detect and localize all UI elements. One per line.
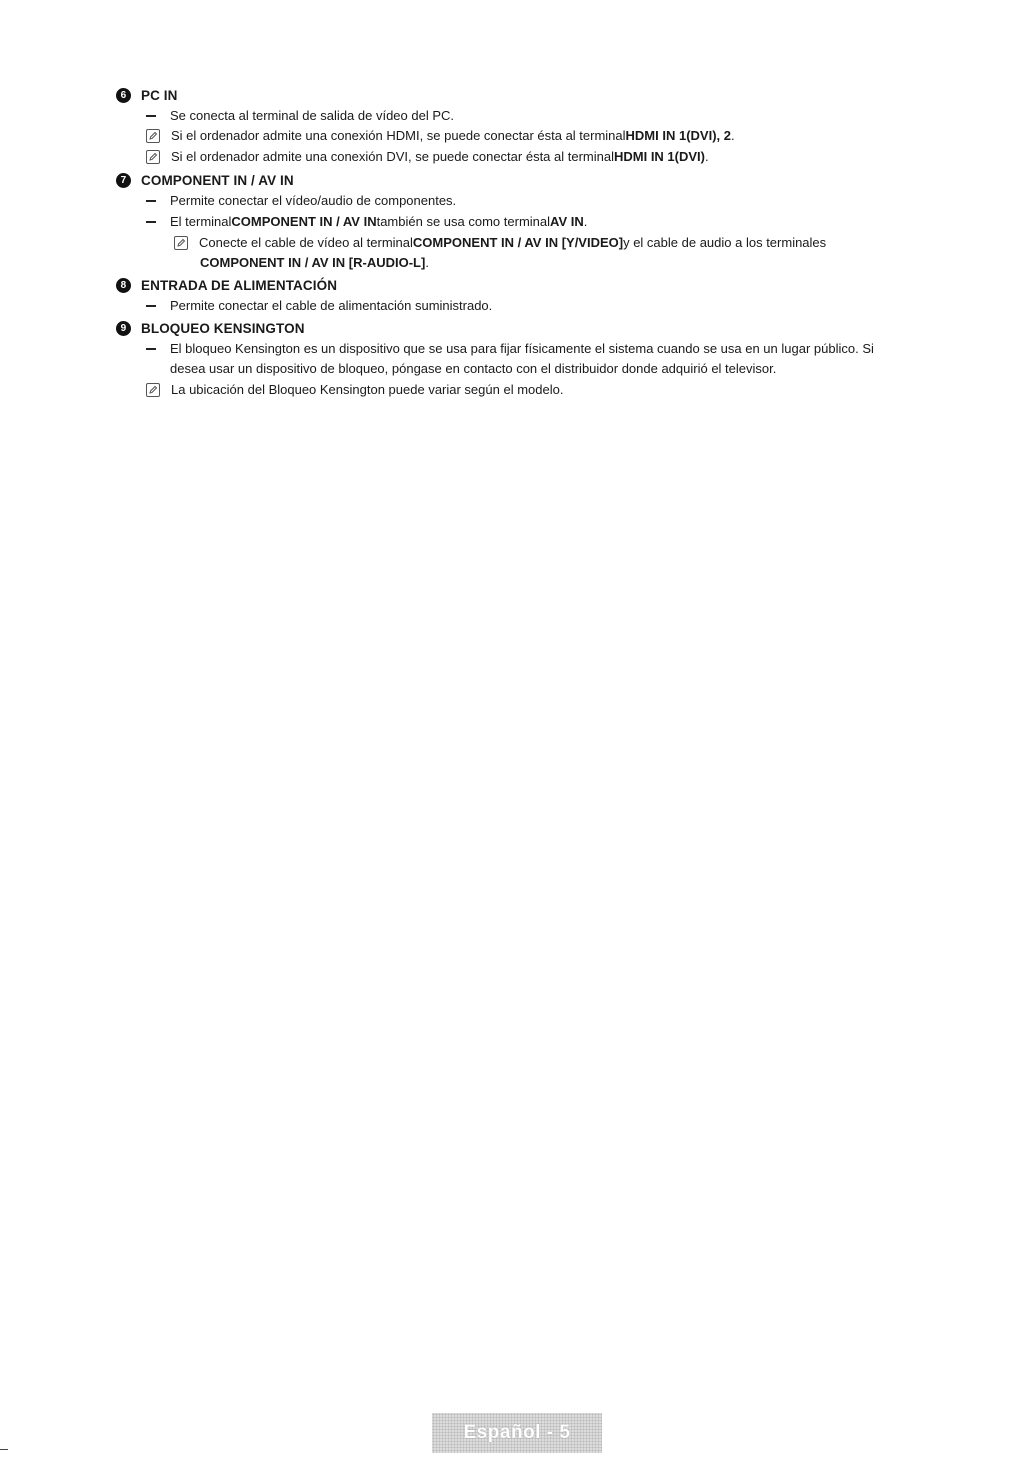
line-bold: COMPONENT IN / AV IN [R-AUDIO-L] [200,255,426,270]
dash-icon [146,115,156,117]
section-heading [116,85,178,105]
section-title: ENTRADA DE ALIMENTACIÓN [141,277,338,293]
line-text: El bloqueo Kensington es un dispositivo que se usa para fijar físicamente el sistema cuando se usa en un lugar público. Si [170,341,874,356]
note-pencil-icon [146,129,160,143]
dash-icon [146,305,156,307]
line-text: La ubicación del Bloqueo Kensington puede variar según el modelo. [171,382,564,397]
line-text: . [731,128,735,143]
section-title: BLOQUEO KENSINGTON [141,320,305,336]
bullet-line [146,296,492,316]
page-number-label: Español - 5 [463,1422,571,1443]
section-heading [116,318,305,338]
number-badge: 8 [116,278,131,293]
line-bold: AV IN [550,214,584,229]
line-text: Permite conectar el vídeo/audio de componentes. [170,193,457,208]
note-line [174,233,826,253]
line-bold: COMPONENT IN / AV IN [231,214,377,229]
line-text: . [425,255,429,270]
line-text: . [704,149,709,164]
number-badge: 9 [116,321,131,336]
note-pencil-icon [146,383,160,397]
note-line [146,147,709,167]
line-text: también se usa como terminal [376,214,551,229]
note-line [146,126,735,146]
bullet-line [146,212,587,232]
line-text: Se conecta al terminal de salida de vídeo del PC. [170,108,455,123]
bullet-line [146,339,874,359]
line-bold: HDMI IN 1(DVI) [613,149,705,164]
line-text: . [583,214,588,229]
section-heading [116,275,337,295]
continued-line [170,359,776,379]
line-bold: COMPONENT IN / AV IN [Y/VIDEO] [412,235,624,250]
bullet-line [146,191,456,211]
section-heading [116,170,294,190]
continued-line [200,253,429,273]
dash-icon [146,200,156,202]
note-pencil-icon [174,236,188,250]
line-text: desea usar un dispositivo de bloqueo, póngase en contacto con el distribuidor donde adquirió el televisor. [170,361,777,376]
page-footer [432,1413,602,1453]
number-badge: 6 [116,88,131,103]
number-badge: 7 [116,173,131,188]
line-bold: HDMI IN 1(DVI), 2 [625,128,731,143]
crop-mark [0,1449,8,1450]
bullet-line [146,106,454,126]
line-text: Permite conectar el cable de alimentación suministrado. [170,298,493,313]
section-title: COMPONENT IN / AV IN [141,172,294,188]
line-text: Conecte el cable de vídeo al terminal [199,235,413,250]
line-text: y el cable de audio a los terminales [623,235,827,250]
note-line [146,380,563,400]
dash-icon [146,348,156,350]
dash-icon [146,221,156,223]
line-text: Si el ordenador admite una conexión DVI, se puede conectar ésta al terminal [171,149,614,164]
line-text: El terminal [170,214,232,229]
line-text: Si el ordenador admite una conexión HDMI, se puede conectar ésta al terminal [171,128,626,143]
note-pencil-icon [146,150,160,164]
section-title: PC IN [141,87,178,103]
